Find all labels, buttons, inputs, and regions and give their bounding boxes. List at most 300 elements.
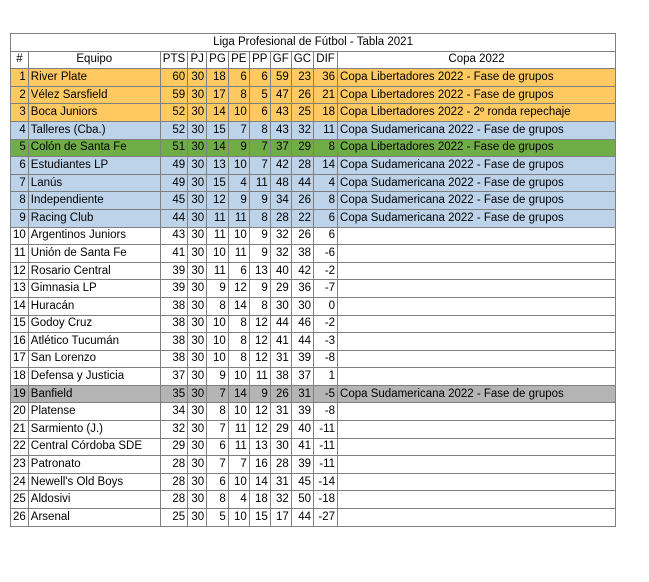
- gc-cell: 41: [291, 438, 313, 456]
- pg-cell: 7: [207, 421, 229, 439]
- pos-cell: 22: [11, 438, 29, 456]
- pe-cell: 4: [228, 491, 249, 509]
- gc-cell: 36: [291, 280, 313, 298]
- pts-cell: 51: [160, 139, 187, 157]
- team-cell: Argentinos Juniors: [28, 227, 160, 245]
- pp-cell: 12: [249, 421, 270, 439]
- gf-cell: 29: [270, 421, 291, 439]
- pe-cell: 7: [228, 121, 249, 139]
- pp-cell: 12: [249, 403, 270, 421]
- pp-cell: 8: [249, 121, 270, 139]
- pts-cell: 49: [160, 157, 187, 175]
- table-title: Liga Profesional de Fútbol - Tabla 2021: [11, 34, 616, 52]
- table-row: [11, 368, 616, 386]
- pe-cell: 6: [228, 262, 249, 280]
- pe-cell: 10: [228, 227, 249, 245]
- dif-cell: -8: [314, 350, 338, 368]
- pg-cell: 11: [207, 262, 229, 280]
- team-cell: Arsenal: [28, 509, 160, 527]
- table-row: [11, 491, 616, 509]
- pg-cell: 10: [207, 245, 229, 263]
- copa-cell: Copa Libertadores 2022 - 2º ronda repechaje: [338, 104, 616, 122]
- gc-cell: 26: [291, 192, 313, 210]
- pp-cell: 12: [249, 315, 270, 333]
- gc-cell: 31: [291, 385, 313, 403]
- pts-cell: 60: [160, 69, 187, 87]
- pp-cell: 7: [249, 139, 270, 157]
- gf-cell: 17: [270, 509, 291, 527]
- pp-cell: 13: [249, 438, 270, 456]
- team-cell: Estudiantes LP: [28, 157, 160, 175]
- pp-cell: 6: [249, 104, 270, 122]
- pg-cell: 10: [207, 350, 229, 368]
- copa-cell: Copa Sudamericana 2022 - Fase de grupos: [338, 385, 616, 403]
- pe-cell: 7: [228, 456, 249, 474]
- pts-cell: 34: [160, 403, 187, 421]
- pos-cell: 25: [11, 491, 29, 509]
- team-cell: Atlético Tucumán: [28, 333, 160, 351]
- dif-cell: 8: [314, 192, 338, 210]
- table-row: [11, 104, 616, 122]
- gf-cell: 28: [270, 456, 291, 474]
- copa-cell: [338, 245, 616, 263]
- gf-cell: 41: [270, 333, 291, 351]
- table-row: [11, 209, 616, 227]
- pj-cell: 30: [188, 333, 207, 351]
- pg-cell: 15: [207, 174, 229, 192]
- dif-cell: -2: [314, 262, 338, 280]
- dif-cell: 14: [314, 157, 338, 175]
- pj-cell: 30: [188, 69, 207, 87]
- pts-cell: 44: [160, 209, 187, 227]
- gf-cell: 38: [270, 368, 291, 386]
- pg-cell: 9: [207, 368, 229, 386]
- pj-cell: 30: [188, 350, 207, 368]
- team-cell: Sarmiento (J.): [28, 421, 160, 439]
- pe-cell: 14: [228, 385, 249, 403]
- pts-cell: 29: [160, 438, 187, 456]
- copa-cell: [338, 473, 616, 491]
- pg-cell: 6: [207, 473, 229, 491]
- copa-cell: [338, 456, 616, 474]
- team-cell: Racing Club: [28, 209, 160, 227]
- gc-cell: 38: [291, 245, 313, 263]
- gf-cell: 44: [270, 315, 291, 333]
- table-row: [11, 174, 616, 192]
- header-dif: DIF: [314, 51, 338, 69]
- pe-cell: 9: [228, 139, 249, 157]
- pg-cell: 8: [207, 297, 229, 315]
- pj-cell: 30: [188, 456, 207, 474]
- pts-cell: 39: [160, 280, 187, 298]
- pts-cell: 32: [160, 421, 187, 439]
- pg-cell: 17: [207, 86, 229, 104]
- pg-cell: 8: [207, 491, 229, 509]
- pos-cell: 2: [11, 86, 29, 104]
- gf-cell: 59: [270, 69, 291, 87]
- pp-cell: 18: [249, 491, 270, 509]
- dif-cell: 4: [314, 174, 338, 192]
- standings-sheet: [10, 33, 616, 527]
- gc-cell: 26: [291, 86, 313, 104]
- pos-cell: 4: [11, 121, 29, 139]
- dif-cell: 18: [314, 104, 338, 122]
- pe-cell: 8: [228, 86, 249, 104]
- header-gf: GF: [270, 51, 291, 69]
- pts-cell: 41: [160, 245, 187, 263]
- pg-cell: 11: [207, 227, 229, 245]
- table-row: [11, 456, 616, 474]
- gf-cell: 43: [270, 121, 291, 139]
- pp-cell: 11: [249, 368, 270, 386]
- pe-cell: 8: [228, 333, 249, 351]
- pos-cell: 7: [11, 174, 29, 192]
- dif-cell: 0: [314, 297, 338, 315]
- gf-cell: 29: [270, 280, 291, 298]
- gc-cell: 39: [291, 456, 313, 474]
- pj-cell: 30: [188, 227, 207, 245]
- copa-cell: [338, 315, 616, 333]
- gc-cell: 25: [291, 104, 313, 122]
- dif-cell: 8: [314, 139, 338, 157]
- pp-cell: 9: [249, 227, 270, 245]
- pe-cell: 11: [228, 421, 249, 439]
- pj-cell: 30: [188, 315, 207, 333]
- gf-cell: 42: [270, 157, 291, 175]
- dif-cell: 6: [314, 227, 338, 245]
- team-cell: Independiente: [28, 192, 160, 210]
- pj-cell: 30: [188, 209, 207, 227]
- table-row: [11, 385, 616, 403]
- table-row: [11, 333, 616, 351]
- gc-cell: 23: [291, 69, 313, 87]
- table-row: [11, 473, 616, 491]
- pe-cell: 10: [228, 368, 249, 386]
- pg-cell: 14: [207, 104, 229, 122]
- pts-cell: 25: [160, 509, 187, 527]
- team-cell: Gimnasia LP: [28, 280, 160, 298]
- header-pj: PJ: [188, 51, 207, 69]
- team-cell: Defensa y Justicia: [28, 368, 160, 386]
- pos-cell: 5: [11, 139, 29, 157]
- copa-cell: [338, 262, 616, 280]
- pj-cell: 30: [188, 368, 207, 386]
- pp-cell: 9: [249, 385, 270, 403]
- gc-cell: 32: [291, 121, 313, 139]
- pj-cell: 30: [188, 509, 207, 527]
- gf-cell: 31: [270, 350, 291, 368]
- dif-cell: -11: [314, 421, 338, 439]
- team-cell: Boca Juniors: [28, 104, 160, 122]
- dif-cell: 6: [314, 209, 338, 227]
- copa-cell: [338, 350, 616, 368]
- copa-cell: [338, 333, 616, 351]
- dif-cell: -3: [314, 333, 338, 351]
- header-pe: PE: [228, 51, 249, 69]
- gc-cell: 44: [291, 174, 313, 192]
- team-cell: Aldosivi: [28, 491, 160, 509]
- pg-cell: 10: [207, 315, 229, 333]
- header-pp: PP: [249, 51, 270, 69]
- table-row: [11, 157, 616, 175]
- table-row: [11, 350, 616, 368]
- standings-table: [10, 33, 616, 527]
- gf-cell: 32: [270, 227, 291, 245]
- pts-cell: 28: [160, 456, 187, 474]
- pos-cell: 23: [11, 456, 29, 474]
- pe-cell: 8: [228, 350, 249, 368]
- copa-cell: Copa Sudamericana 2022 - Fase de grupos: [338, 192, 616, 210]
- gc-cell: 45: [291, 473, 313, 491]
- team-cell: Central Córdoba SDE: [28, 438, 160, 456]
- pe-cell: 11: [228, 245, 249, 263]
- pe-cell: 10: [228, 509, 249, 527]
- pe-cell: 4: [228, 174, 249, 192]
- table-row: [11, 297, 616, 315]
- gc-cell: 22: [291, 209, 313, 227]
- title-row: [11, 34, 616, 52]
- pts-cell: 43: [160, 227, 187, 245]
- pos-cell: 14: [11, 297, 29, 315]
- dif-cell: 11: [314, 121, 338, 139]
- pp-cell: 14: [249, 473, 270, 491]
- dif-cell: 1: [314, 368, 338, 386]
- pos-cell: 26: [11, 509, 29, 527]
- pe-cell: 12: [228, 280, 249, 298]
- pg-cell: 13: [207, 157, 229, 175]
- pj-cell: 30: [188, 104, 207, 122]
- copa-cell: Copa Sudamericana 2022 - Fase de grupos: [338, 209, 616, 227]
- team-cell: Newell's Old Boys: [28, 473, 160, 491]
- header-gc: GC: [291, 51, 313, 69]
- pp-cell: 9: [249, 245, 270, 263]
- pp-cell: 12: [249, 333, 270, 351]
- pp-cell: 5: [249, 86, 270, 104]
- gc-cell: 50: [291, 491, 313, 509]
- team-cell: Unión de Santa Fe: [28, 245, 160, 263]
- pos-cell: 16: [11, 333, 29, 351]
- pos-cell: 10: [11, 227, 29, 245]
- pp-cell: 8: [249, 297, 270, 315]
- gc-cell: 39: [291, 403, 313, 421]
- table-row: [11, 403, 616, 421]
- pp-cell: 12: [249, 350, 270, 368]
- pj-cell: 30: [188, 280, 207, 298]
- team-cell: River Plate: [28, 69, 160, 87]
- pts-cell: 38: [160, 350, 187, 368]
- header-pos: #: [11, 51, 29, 69]
- pos-cell: 19: [11, 385, 29, 403]
- copa-cell: [338, 421, 616, 439]
- gc-cell: 37: [291, 368, 313, 386]
- pg-cell: 15: [207, 121, 229, 139]
- pe-cell: 11: [228, 438, 249, 456]
- team-cell: Huracán: [28, 297, 160, 315]
- pe-cell: 6: [228, 69, 249, 87]
- copa-cell: Copa Sudamericana 2022 - Fase de grupos: [338, 157, 616, 175]
- dif-cell: 36: [314, 69, 338, 87]
- table-row: [11, 227, 616, 245]
- team-cell: Colón de Santa Fe: [28, 139, 160, 157]
- pj-cell: 30: [188, 262, 207, 280]
- dif-cell: -14: [314, 473, 338, 491]
- pts-cell: 35: [160, 385, 187, 403]
- header-team: Equipo: [28, 51, 160, 69]
- gf-cell: 31: [270, 473, 291, 491]
- pp-cell: 6: [249, 69, 270, 87]
- dif-cell: 21: [314, 86, 338, 104]
- pj-cell: 30: [188, 245, 207, 263]
- pe-cell: 10: [228, 403, 249, 421]
- pe-cell: 10: [228, 157, 249, 175]
- table-row: [11, 280, 616, 298]
- gc-cell: 46: [291, 315, 313, 333]
- copa-cell: Copa Libertadores 2022 - Fase de grupos: [338, 139, 616, 157]
- pos-cell: 24: [11, 473, 29, 491]
- pts-cell: 59: [160, 86, 187, 104]
- dif-cell: -27: [314, 509, 338, 527]
- copa-cell: [338, 438, 616, 456]
- pp-cell: 15: [249, 509, 270, 527]
- team-cell: Rosario Central: [28, 262, 160, 280]
- gc-cell: 42: [291, 262, 313, 280]
- pts-cell: 38: [160, 315, 187, 333]
- pj-cell: 30: [188, 121, 207, 139]
- pe-cell: 10: [228, 104, 249, 122]
- pj-cell: 30: [188, 385, 207, 403]
- table-row: [11, 192, 616, 210]
- copa-cell: [338, 297, 616, 315]
- pe-cell: 14: [228, 297, 249, 315]
- copa-cell: [338, 227, 616, 245]
- dif-cell: -7: [314, 280, 338, 298]
- dif-cell: -11: [314, 438, 338, 456]
- pj-cell: 30: [188, 192, 207, 210]
- pts-cell: 37: [160, 368, 187, 386]
- pts-cell: 28: [160, 473, 187, 491]
- gc-cell: 26: [291, 227, 313, 245]
- pos-cell: 21: [11, 421, 29, 439]
- pos-cell: 18: [11, 368, 29, 386]
- gc-cell: 39: [291, 350, 313, 368]
- team-cell: Patronato: [28, 456, 160, 474]
- gf-cell: 47: [270, 86, 291, 104]
- gc-cell: 40: [291, 421, 313, 439]
- pg-cell: 5: [207, 509, 229, 527]
- gc-cell: 28: [291, 157, 313, 175]
- copa-cell: [338, 368, 616, 386]
- table-row: [11, 86, 616, 104]
- pts-cell: 38: [160, 297, 187, 315]
- pts-cell: 52: [160, 104, 187, 122]
- pg-cell: 12: [207, 192, 229, 210]
- gf-cell: 30: [270, 438, 291, 456]
- team-cell: Platense: [28, 403, 160, 421]
- pg-cell: 18: [207, 69, 229, 87]
- copa-cell: Copa Libertadores 2022 - Fase de grupos: [338, 86, 616, 104]
- pos-cell: 13: [11, 280, 29, 298]
- copa-cell: Copa Libertadores 2022 - Fase de grupos: [338, 69, 616, 87]
- pp-cell: 9: [249, 280, 270, 298]
- gf-cell: 34: [270, 192, 291, 210]
- header-row: [11, 51, 616, 69]
- table-row: [11, 139, 616, 157]
- pts-cell: 52: [160, 121, 187, 139]
- pos-cell: 6: [11, 157, 29, 175]
- pg-cell: 14: [207, 139, 229, 157]
- pj-cell: 30: [188, 473, 207, 491]
- pg-cell: 6: [207, 438, 229, 456]
- pos-cell: 11: [11, 245, 29, 263]
- pp-cell: 16: [249, 456, 270, 474]
- pts-cell: 49: [160, 174, 187, 192]
- team-cell: Godoy Cruz: [28, 315, 160, 333]
- copa-cell: [338, 509, 616, 527]
- pj-cell: 30: [188, 139, 207, 157]
- table-row: [11, 262, 616, 280]
- pg-cell: 9: [207, 280, 229, 298]
- copa-cell: Copa Sudamericana 2022 - Fase de grupos: [338, 174, 616, 192]
- pj-cell: 30: [188, 297, 207, 315]
- copa-cell: [338, 403, 616, 421]
- header-pg: PG: [207, 51, 229, 69]
- dif-cell: -11: [314, 456, 338, 474]
- pg-cell: 7: [207, 456, 229, 474]
- header-pts: PTS: [160, 51, 187, 69]
- pg-cell: 11: [207, 209, 229, 227]
- team-cell: Talleres (Cba.): [28, 121, 160, 139]
- copa-cell: [338, 280, 616, 298]
- pe-cell: 10: [228, 473, 249, 491]
- pos-cell: 9: [11, 209, 29, 227]
- gc-cell: 44: [291, 333, 313, 351]
- table-row: [11, 245, 616, 263]
- pos-cell: 3: [11, 104, 29, 122]
- team-cell: San Lorenzo: [28, 350, 160, 368]
- pts-cell: 45: [160, 192, 187, 210]
- pos-cell: 20: [11, 403, 29, 421]
- pos-cell: 1: [11, 69, 29, 87]
- pg-cell: 10: [207, 333, 229, 351]
- pj-cell: 30: [188, 403, 207, 421]
- team-cell: Vélez Sarsfield: [28, 86, 160, 104]
- gf-cell: 32: [270, 491, 291, 509]
- gf-cell: 43: [270, 104, 291, 122]
- gc-cell: 29: [291, 139, 313, 157]
- table-row: [11, 121, 616, 139]
- team-cell: Lanús: [28, 174, 160, 192]
- copa-cell: [338, 491, 616, 509]
- table-row: [11, 315, 616, 333]
- table-row: [11, 438, 616, 456]
- pj-cell: 30: [188, 491, 207, 509]
- copa-cell: Copa Sudamericana 2022 - Fase de grupos: [338, 121, 616, 139]
- pos-cell: 12: [11, 262, 29, 280]
- dif-cell: -6: [314, 245, 338, 263]
- pts-cell: 28: [160, 491, 187, 509]
- gf-cell: 37: [270, 139, 291, 157]
- gf-cell: 48: [270, 174, 291, 192]
- pp-cell: 8: [249, 209, 270, 227]
- gf-cell: 28: [270, 209, 291, 227]
- dif-cell: -8: [314, 403, 338, 421]
- pts-cell: 38: [160, 333, 187, 351]
- pp-cell: 9: [249, 192, 270, 210]
- gf-cell: 30: [270, 297, 291, 315]
- team-cell: Banfield: [28, 385, 160, 403]
- pj-cell: 30: [188, 157, 207, 175]
- pp-cell: 13: [249, 262, 270, 280]
